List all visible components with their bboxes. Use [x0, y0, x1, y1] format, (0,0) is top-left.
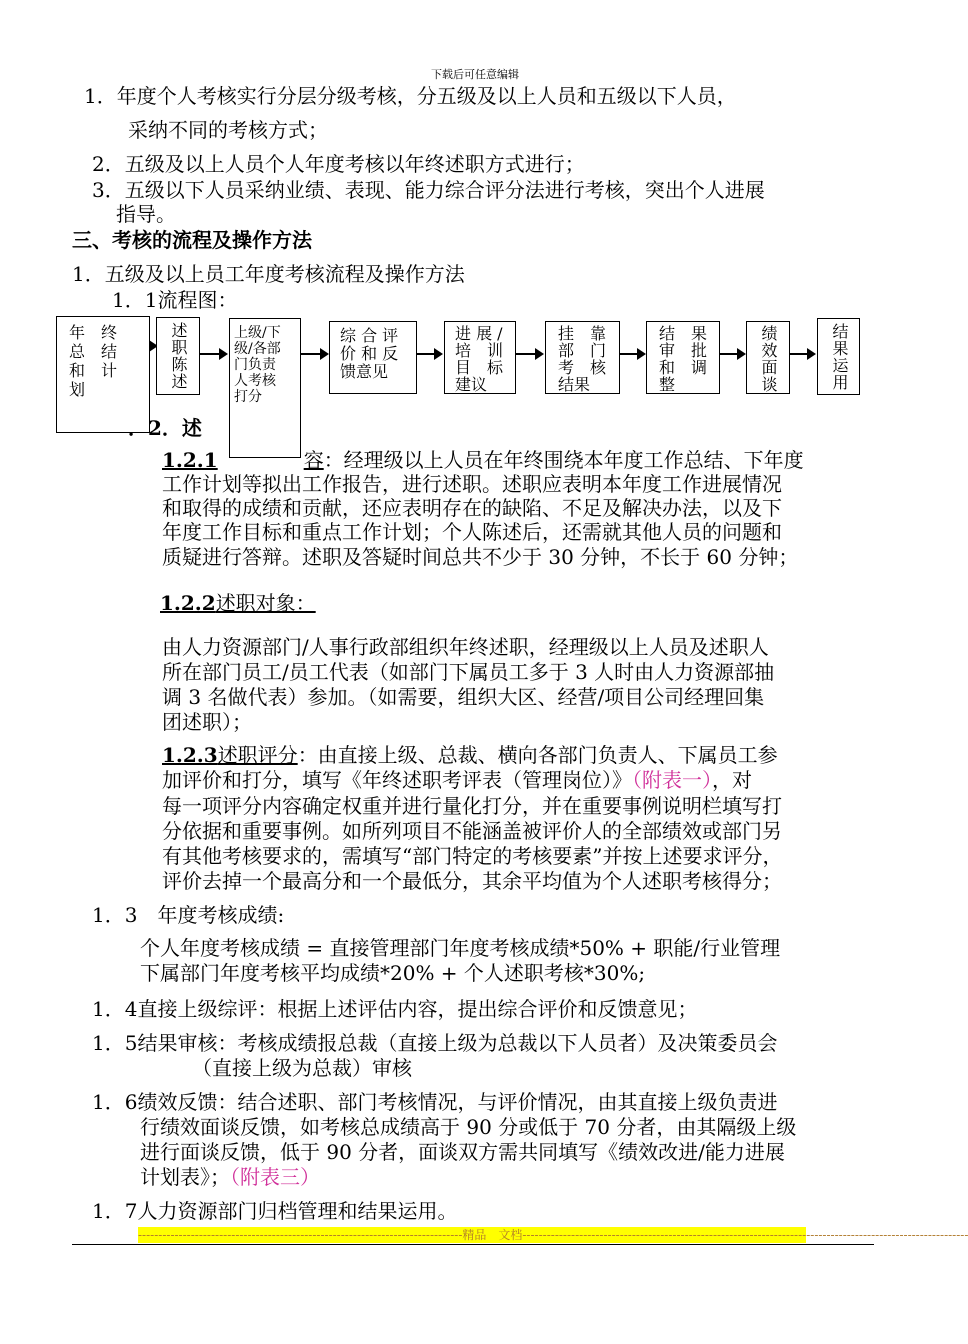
flow-box-4-line-1: 综 合 评	[340, 326, 399, 345]
flow-box-4-line-2: 价 和 反	[340, 344, 399, 363]
flow-box-5-line-2: 培 训	[455, 341, 504, 360]
intro-line-4: 3．五级以下人员采纳业绩、表现、能力综合评分法进行考核，突出个人进展	[92, 178, 765, 202]
s16-line-2: 行绩效面谈反馈，如考核总成绩高于 90 分或低于 70 分者，由其隔级上级	[140, 1115, 797, 1139]
flow-box-department	[545, 321, 620, 394]
flow-box-1-line-3: 和 计	[69, 361, 118, 380]
flow-box-6-line-4: 结果	[558, 375, 591, 394]
footer-band: --------------------------------------------------------------------------------精品 文档--------------------------------------------------------------------------------------------------------------	[138, 1228, 968, 1242]
flow-arrow	[790, 353, 814, 355]
flow-box-interview	[746, 321, 790, 394]
flow-box-training	[444, 321, 516, 394]
flow-box-3-line-3: 门负责	[234, 357, 276, 373]
s121-line-5: 质疑进行答辩。述职及答疑时间总共不少于 30 分钟，不长于 60 分钟；	[162, 545, 799, 569]
s121-label-tail: 容	[303, 448, 324, 472]
flow-box-report	[156, 317, 200, 395]
flow-box-3-line-2: 级/各部	[234, 341, 281, 357]
s123-line-5: 有其他考核要求的，需填写“部门特定的考核要素”并按上述要求评分，	[162, 844, 783, 868]
flow-box-3-line-4: 人考核	[234, 373, 276, 389]
section-3-title: 三、考核的流程及操作方法	[72, 228, 312, 252]
intro-line-2: 采纳不同的考核方式；	[128, 118, 328, 142]
flow-box-6-line-2: 部 门	[558, 341, 607, 360]
flow-box-1-line-2: 总 结	[69, 342, 118, 361]
s123-line-1	[162, 743, 778, 767]
s121-line-1	[162, 448, 804, 472]
flow-box-5-line-1: 进 展 /	[455, 324, 503, 343]
flow-box-6-line-1: 挂 靠	[558, 324, 607, 343]
s123-title: 述职评分	[217, 743, 298, 767]
s13-line-1: 个人年度考核成绩 = 直接管理部门年度考核成绩*50% + 职能/行业管理	[140, 936, 781, 960]
flow-box-7-line-3: 和 调	[659, 358, 708, 377]
s13-line-2: 下属部门年度考核平均成绩*20% + 个人述职考核*30%;	[140, 961, 646, 985]
intro-line-3: 2．五级及以上人员个人年度考核以年终述职方式进行；	[92, 152, 585, 176]
s123-label: 1.2.3	[162, 743, 218, 767]
s16-line-3: 进行面谈反馈，低于 90 分者，面谈双方需共同填写《绩效改进/能力进展	[140, 1140, 785, 1164]
s122-line-1: 由人力资源部门/人事行政部组织年终述职，经理级以上人员及述职人	[162, 635, 769, 659]
s123-line-3: 每一项评分内容确定权重并进行量化打分，并在重要事例说明栏填写打	[162, 794, 782, 818]
flow-arrow	[620, 353, 644, 355]
flow-box-5-line-4: 建议	[455, 375, 488, 394]
flow-box-approval	[646, 321, 720, 394]
s17-line: 1．7人力资源部门归档管理和结果运用。	[92, 1199, 458, 1223]
flow-box-feedback	[329, 321, 417, 394]
s16-line-4	[140, 1165, 320, 1189]
s122-line-2: 所在部门员工/员工代表（如部门下属员工多于 3 人时由人力资源部抽	[162, 660, 775, 684]
intro-line-1: 1．年度个人考核实行分层分级考核，分五级及以上人员和五级以下人员，	[84, 84, 737, 108]
s123-line-2	[162, 768, 752, 792]
s123-text-2a: 加评价和打分，填写《年终述职考评表（管理岗位）》	[162, 768, 632, 792]
flow-box-application	[817, 318, 860, 395]
appendix-3-ref: （附表三）	[230, 1165, 320, 1189]
s121-label: 1.2.1	[162, 448, 218, 472]
s123-line-6: 评价去掉一个最高分和一个最低分，其余平均值为个人述职考核得分；	[162, 869, 782, 893]
footer-rule	[72, 1244, 874, 1245]
s121-text-1: ：经理级以上人员在年终围绕本年度工作总结、下年度	[323, 448, 804, 472]
flow-box-3-line-5: 打分	[234, 389, 262, 405]
flow-arrow	[417, 353, 441, 355]
s122-label: 1.2.2	[160, 591, 216, 615]
flow-box-2-text: 述职陈述	[169, 322, 188, 390]
flow-box-3-line-1: 上级/下	[234, 325, 281, 341]
flow-box-4-line-3: 馈意见	[340, 362, 389, 381]
flow-arrow	[301, 353, 327, 355]
flow-box-7-line-2: 审 批	[659, 341, 708, 360]
flow-box-6-line-3: 考 核	[558, 358, 607, 377]
flow-box-7-line-1: 结 果	[659, 324, 708, 343]
flow-arrow	[516, 353, 542, 355]
s16-line-1: 1．6绩效反馈：结合述职、部门考核情况，与评价情况，由其直接上级负责进	[92, 1090, 778, 1114]
flow-box-9-text: 结果运用	[830, 323, 849, 391]
flow-box-1-line-1: 年 终	[69, 323, 118, 342]
flow-box-8-text: 绩效面谈	[759, 325, 778, 393]
sub-1-title: 1．五级及以上员工年度考核流程及操作方法	[72, 262, 465, 286]
s15-line-1: 1．5结果审核：考核成绩报总裁（直接上级为总裁以下人员者）及决策委员会	[92, 1031, 778, 1055]
s13-title: 1．3 年度考核成绩:	[92, 903, 285, 927]
s14-line: 1．4直接上级综评：根据上述评估内容，提出综合评价和反馈意见；	[92, 997, 698, 1021]
s15-line-2: （直接上级为总裁）审核	[192, 1056, 412, 1080]
sub-1-2-partial-title: ．2．述	[128, 416, 202, 440]
sub-1-1-title: 1．1流程图：	[112, 288, 238, 312]
flow-arrow	[720, 353, 744, 355]
flow-box-5-line-3: 目 标	[455, 358, 504, 377]
s121-line-3: 和取得的成绩和贡献，还应表明存在的缺陷、不足及解决办法，以及下	[162, 496, 782, 520]
header-note: 下载后可任意编辑	[431, 68, 519, 81]
flow-box-7-line-4: 整	[659, 375, 676, 394]
s122-line-4: 团述职）；	[162, 710, 252, 734]
s16-text-4: 计划表》；	[140, 1165, 230, 1189]
s121-line-4: 年度工作目标和重点工作计划；个人陈述后，还需就其他人员的问题和	[162, 520, 782, 544]
s122-line-3: 调 3 名做代表）参加。（如需要，组织大区、经营/项目公司经理回集	[162, 685, 765, 709]
s121-line-2: 工作计划等拟出工作报告，进行述职。述职应表明本年度工作进展情况	[162, 472, 782, 496]
flow-arrow	[200, 353, 226, 355]
intro-line-5: 指导。	[116, 202, 176, 226]
s123-text-1: ：由直接上级、总裁、横向各部门负责人、下属员工参	[297, 743, 778, 767]
s123-text-2b: ，对	[712, 768, 752, 792]
s122-title: 述职对象：	[215, 591, 316, 615]
s122-heading	[160, 591, 316, 615]
flow-box-1-line-4: 划	[69, 380, 86, 399]
s123-line-4: 分依据和重要事例。如所列项目不能涵盖被评价人的全部绩效或部门另	[162, 819, 782, 843]
appendix-1-ref: （附表一）	[632, 768, 712, 792]
